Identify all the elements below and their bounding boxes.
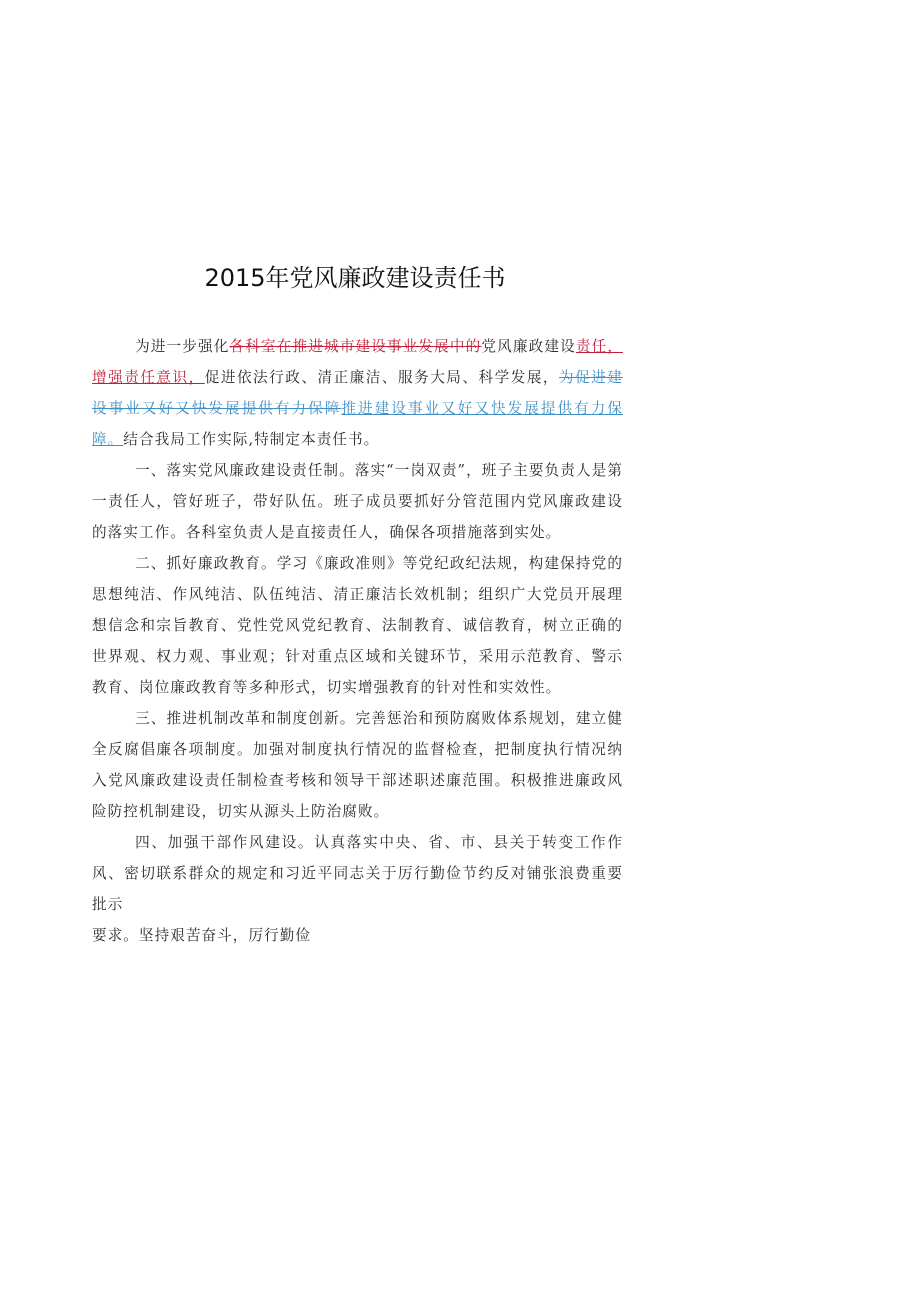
- inserted-text-blue: 推进建设事业又好又快发展提供有力保障。: [92, 400, 623, 448]
- deleted-text-blue: 为促进建设事业又好又快发展提供有力保障: [92, 369, 623, 417]
- intro-text-2: 党风廉政建设: [481, 338, 576, 355]
- intro-text-1: 为进一步强化: [135, 338, 230, 355]
- paragraph-4: 四、加强干部作风建设。认真落实中央、省、市、县关于转变工作作风、密切联系群众的规定和习近平同志关于厉行勤俭节约反对铺张浪费重要批示: [92, 834, 623, 913]
- intro-paragraph: [92, 331, 623, 455]
- inserted-text-red: 责任，增强责任意识，: [92, 338, 623, 386]
- paragraph-4-continuation: 要求。坚持艰苦奋斗，厉行勤俭: [92, 927, 312, 944]
- document-title: 2015年党风廉政建设责任书: [204, 264, 506, 292]
- paragraph-2: 二、抓好廉政教育。学习《廉政准则》等党纪政纪法规，构建保持党的思想纯洁、作风纯洁、队伍纯洁、清正廉洁长效机制；组织广大党员开展理想信念和宗旨教育、党性党风党纪教育、法制教育、诚信教育，树立正确的世界观、权力观、事业观；针对重点区域和关键环节，采用示范教育、警示教育、岗位廉政教育等多种形式，切实增强教育的针对性和实效性。: [92, 555, 623, 696]
- paragraph-1: 一、落实党风廉政建设责任制。落实“一岗双责”，班子主要负责人是第一责任人，管好班子，带好队伍。班子成员要抓好分管范围内党风廉政建设的落实工作。各科室负责人是直接责任人，确保各项措施落到实处。: [92, 462, 623, 541]
- intro-text-3: 促进依法行政、清正廉洁、服务大局、科学发展，: [204, 369, 560, 386]
- intro-text-4: 结合我局工作实际,特制定本责任书。: [123, 431, 380, 448]
- deleted-text-red: 各科室在推进城市建设事业发展中的: [229, 338, 482, 355]
- document-body: [92, 331, 623, 951]
- paragraph-3: 三、推进机制改革和制度创新。完善惩治和预防腐败体系规划，建立健全反腐倡廉各项制度。加强对制度执行情况的监督检查，把制度执行情况纳入党风廉政建设责任制检查考核和领导干部述职述廉范围。积极推进廉政风险防控机制建设，切实从源头上防治腐败。: [92, 710, 623, 820]
